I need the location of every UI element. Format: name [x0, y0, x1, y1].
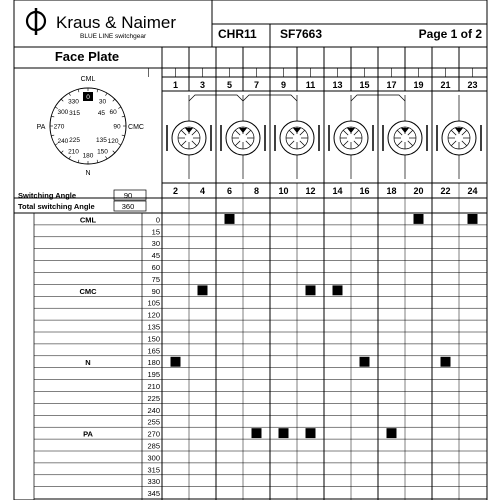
position-row [34, 251, 487, 261]
switching-angle-label: Switching Angle [18, 191, 77, 200]
brand-name: Kraus & Naimer [56, 13, 176, 32]
total-switching-angle-value: 360 [121, 202, 135, 211]
dial-tick [118, 107, 121, 109]
terminal-bottom-label: 22 [440, 186, 451, 196]
terminal-top-label: 3 [199, 80, 206, 90]
position-angle: 30 [151, 239, 160, 249]
terminal-bottom-label: 12 [305, 186, 316, 196]
position-row [34, 453, 487, 463]
position-row [34, 382, 487, 392]
dial-tick [122, 135, 125, 136]
closed-contact-mark [387, 428, 397, 438]
closed-contact-mark [441, 357, 451, 367]
position-angle: 135 [147, 322, 160, 332]
dial-label-cml: CML [80, 76, 96, 83]
dial-label-n: N [85, 170, 91, 177]
terminal-bottom-label: 10 [278, 186, 289, 196]
position-row [34, 465, 487, 475]
terminal-top-label: 1 [172, 80, 179, 90]
page-indicator: Page 1 of 2 [418, 27, 482, 41]
dial-number: 315 [69, 110, 80, 118]
position-row [34, 418, 487, 428]
dial-number: 45 [97, 110, 106, 118]
position-angle: 90 [151, 286, 160, 296]
position-row [34, 275, 487, 285]
dial-number: 210 [68, 148, 79, 156]
closed-contact-mark [171, 357, 181, 367]
terminal-bottom-label: 6 [226, 186, 233, 196]
position-row [34, 227, 487, 237]
position-angle: 150 [147, 334, 160, 344]
dial-tick [97, 160, 98, 163]
closed-contact-mark [198, 285, 208, 295]
closed-contact-mark [414, 214, 424, 224]
terminal-bottom-label: 20 [413, 186, 424, 196]
contact-symbol [383, 95, 427, 179]
dial-number: 330 [68, 98, 79, 106]
position-angle: 345 [147, 489, 160, 499]
dial-tick [106, 93, 108, 96]
terminal-bottom-label: 24 [467, 186, 478, 196]
dial-tick [118, 144, 121, 146]
dial-tick [78, 160, 79, 163]
terminal-bottom-label: 18 [386, 186, 397, 196]
position-row [34, 394, 487, 404]
contact-symbol [167, 95, 211, 179]
terminal-top-label: 17 [386, 80, 397, 90]
dial-number: 30 [98, 98, 107, 106]
dial-label-pa: PA [36, 124, 46, 131]
face-plate-dial [37, 76, 144, 177]
terminal-bottom-label: 8 [253, 186, 260, 196]
dial-number: 270 [53, 123, 65, 131]
diagram-grid [14, 0, 487, 500]
position-angle: 270 [147, 429, 160, 439]
dial-number: 120 [107, 138, 119, 145]
dial-number: 225 [69, 136, 80, 144]
position-angle: 45 [151, 251, 160, 261]
closed-contact-mark [252, 428, 262, 438]
position-angle: 105 [147, 298, 160, 308]
contact-symbol [329, 95, 373, 179]
position-angle: 15 [151, 227, 160, 237]
dial-label-cmc: CMC [128, 124, 144, 131]
position-row [34, 263, 487, 273]
position-angle: 285 [147, 441, 160, 451]
position-angle: 300 [147, 453, 160, 463]
terminal-top-label: 11 [305, 80, 316, 90]
sheet-frame [14, 0, 487, 500]
closed-contact-mark [306, 285, 316, 295]
position-row [34, 370, 487, 380]
position-angle: 330 [147, 477, 160, 487]
position-angle: 225 [147, 393, 160, 403]
contact-symbol [221, 95, 265, 179]
total-switching-angle-label: Total switching Angle [18, 202, 95, 211]
terminal-bottom-label: 4 [199, 186, 206, 196]
face-plate-title: Face Plate [54, 49, 120, 64]
position-name: N [85, 358, 91, 368]
terminal-top-label: 9 [280, 80, 287, 90]
terminal-top-label: 13 [332, 80, 343, 90]
position-row [34, 239, 487, 249]
terminal-top-label: 21 [440, 80, 451, 90]
position-angle: 0 [155, 215, 160, 225]
position-row [34, 287, 487, 297]
position-angle: 75 [151, 274, 160, 284]
dial-tick [51, 116, 54, 117]
dial-tick [122, 116, 125, 117]
terminal-top-label: 15 [359, 80, 370, 90]
dial-number: 135 [96, 136, 107, 144]
closed-contact-mark [468, 214, 478, 224]
closed-contact-mark [333, 285, 343, 295]
position-row [34, 323, 487, 333]
dial-tick [113, 99, 115, 101]
brand-logo-icon [27, 8, 45, 35]
position-row [34, 406, 487, 416]
position-name: PA [83, 429, 93, 439]
position-angle: 210 [147, 382, 160, 391]
closed-contact-mark [225, 214, 235, 224]
position-row [34, 358, 487, 368]
brand-tagline: BLUE LINE switchgear [80, 33, 147, 40]
position-row [34, 346, 487, 356]
dial-number: 180 [82, 152, 94, 160]
position-angle: 60 [151, 263, 160, 272]
position-angle: 180 [147, 358, 160, 368]
position-row [34, 442, 487, 452]
dial-tick [113, 151, 115, 153]
position-angle: 120 [147, 310, 160, 320]
position-row [34, 477, 487, 487]
position-angle: 315 [147, 465, 160, 475]
position-angle: 240 [147, 405, 160, 415]
terminal-top-label: 23 [467, 80, 478, 90]
closed-contact-mark [360, 357, 370, 367]
dial-tick [97, 89, 98, 92]
dial-number: 240 [57, 138, 69, 145]
closed-contact-mark [279, 428, 289, 438]
dial-knob-label: 0 [86, 94, 90, 101]
position-row [34, 299, 487, 309]
switching-angle-value: 90 [123, 191, 133, 200]
dial-tick [78, 89, 79, 92]
terminal-top-label: 5 [226, 80, 233, 90]
dial-number: 60 [109, 109, 117, 116]
drawing-number: SF7663 [280, 27, 323, 41]
position-name: CMC [79, 286, 97, 296]
contact-symbol [275, 95, 319, 179]
dial-number: 90 [113, 123, 121, 131]
dial-number: 150 [97, 148, 108, 156]
position-angle: 165 [147, 346, 160, 356]
terminal-bottom-label: 16 [359, 186, 370, 196]
position-angle: 255 [147, 417, 160, 427]
terminal-top-label: 19 [413, 80, 424, 90]
dial-tick [69, 93, 71, 96]
dial-tick [61, 99, 63, 101]
terminal-bottom-label: 2 [172, 186, 179, 196]
dial-tick [69, 156, 71, 159]
position-name: CML [79, 215, 97, 225]
dial-tick [51, 135, 54, 136]
terminal-bottom-label: 14 [332, 186, 343, 196]
dial-number: 300 [57, 109, 69, 116]
switching-angle-box [18, 190, 146, 211]
position-angle: 195 [147, 370, 160, 380]
closed-contact-mark [306, 428, 316, 438]
position-row [34, 334, 487, 344]
position-table [34, 213, 487, 500]
position-row [34, 311, 487, 321]
dial-tick [106, 156, 108, 159]
contact-symbol [437, 95, 481, 179]
dial-tick [61, 151, 63, 153]
position-row [34, 489, 487, 499]
model-number: CHR11 [218, 27, 257, 41]
terminal-top-label: 7 [253, 80, 260, 90]
